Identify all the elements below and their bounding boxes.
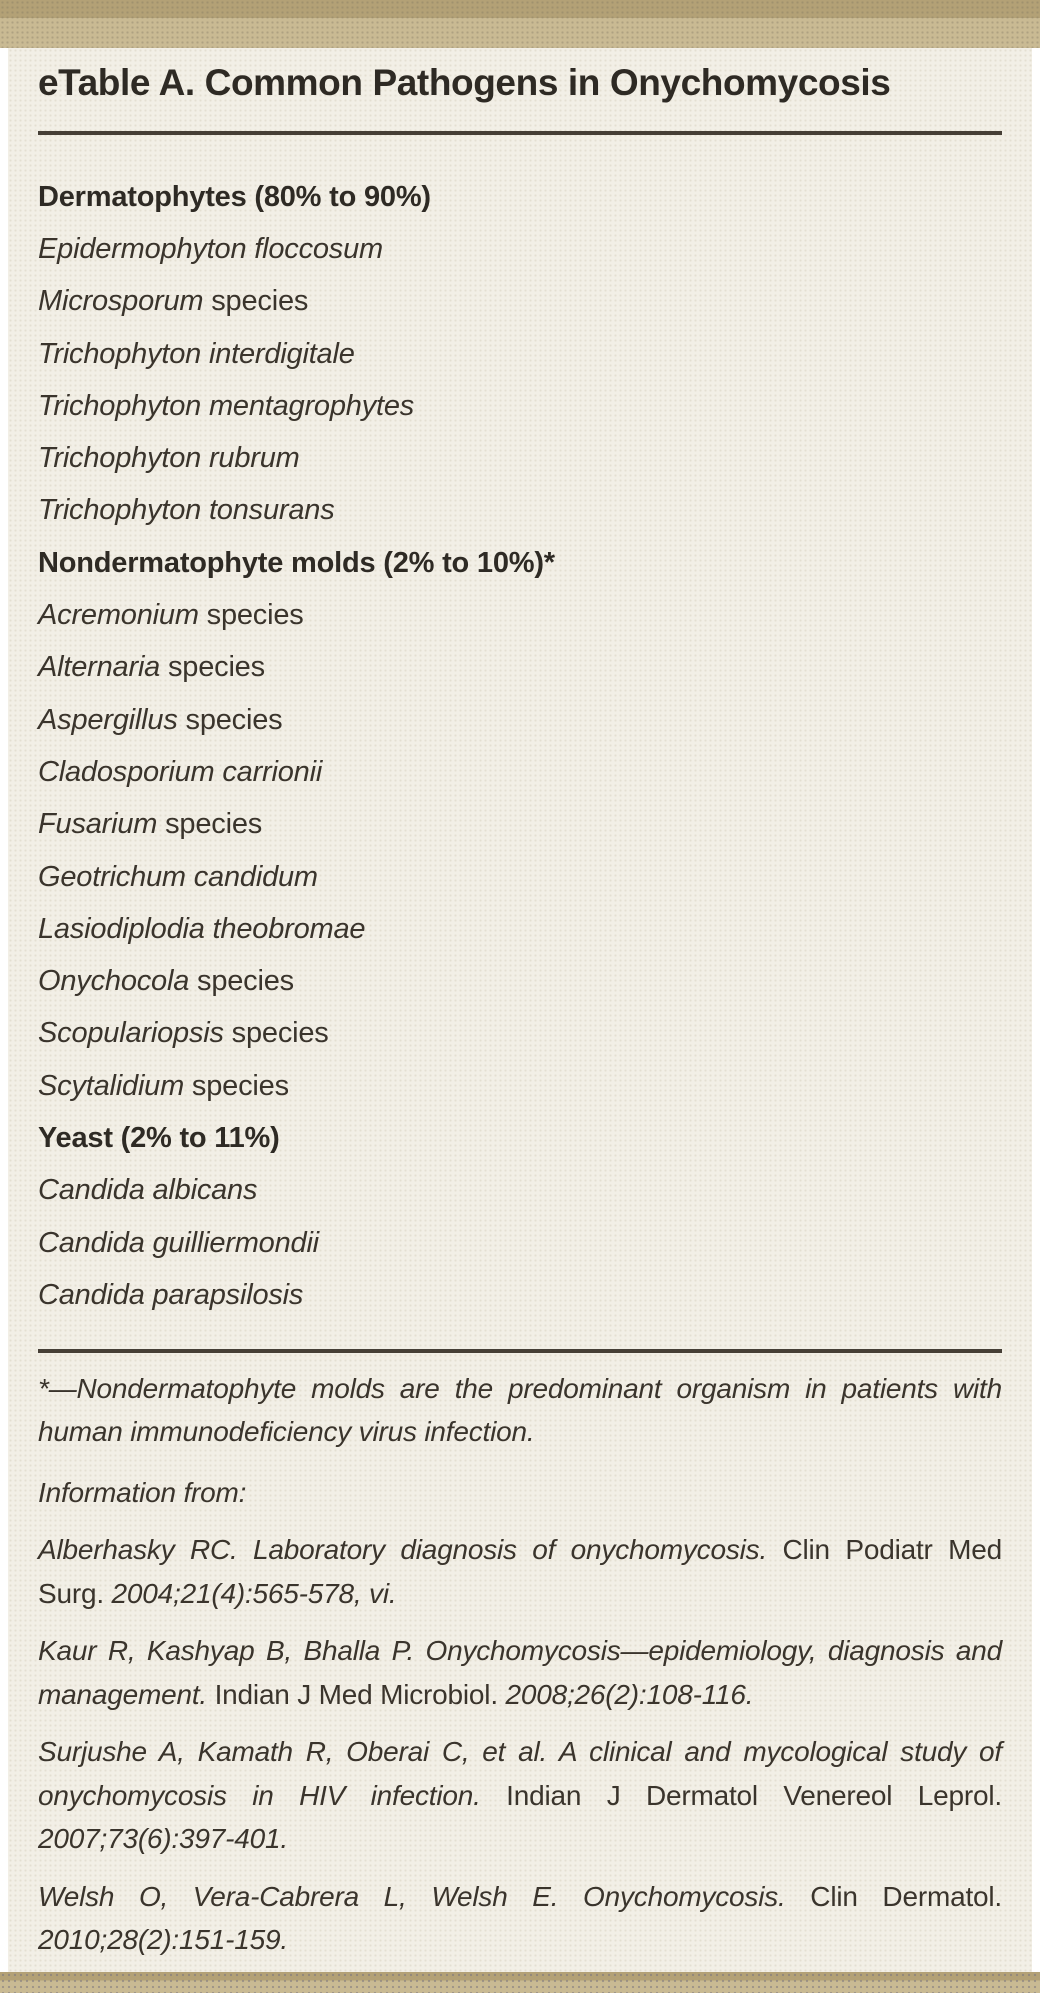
text-segment: Alternaria [38,651,161,684]
text-segment: Trichophyton interdigitale [38,337,355,370]
text-segment: Clin Dermatol. [785,1880,1002,1912]
text-segment: species [189,965,294,998]
text-segment: species [160,651,265,684]
pathogen-row [38,851,1002,903]
text-segment: Lasiodiplodia theobromae [38,912,366,945]
text-segment: Aspergillus [38,703,178,736]
text-segment: Yeast (2% to 11%) [38,1121,280,1154]
pathogen-row [38,1008,1002,1060]
bottom-accent-bar [0,1972,1040,1993]
text-segment: Epidermophyton floccosum [38,232,383,265]
bottom-rule [38,1349,1002,1353]
text-segment: Trichophyton rubrum [38,442,300,475]
text-segment: Acremonium [38,599,199,632]
section-header-row [38,171,1002,223]
pathogen-row [38,276,1002,328]
text-segment: species [223,1017,329,1050]
text-segment: Scytalidium [38,1069,185,1102]
pathogen-row [38,746,1002,798]
asterisk-footnote: *—Nondermatophyte molds are the predominant organism in patients with human immunodeficiency virus infection. [38,1372,1002,1448]
pathogen-row [38,955,1002,1007]
text-segment: Candida albicans [38,1174,258,1207]
top-rule [38,131,1002,135]
reference-item [38,1528,1002,1615]
text-segment: 2004;21(4):565-578, vi. [111,1577,397,1609]
text-segment: Nondermatophyte molds (2% to 10%)* [38,546,555,579]
text-segment: Microsporum [38,285,204,318]
text-segment: Cladosporium carrionii [38,755,323,788]
pathogen-row [38,432,1002,484]
pathogen-row [38,328,1002,380]
text-segment: species [157,808,263,841]
section-header-row [38,537,1002,589]
footnote-block [38,1367,1002,1962]
reference-item [38,1875,1002,1962]
text-segment: Dermatophytes (80% to 90%) [38,180,431,213]
text-segment: Kaur R, Kashyap B, Bhalla P. Onychomycosis—epidemiology, diagnosis and management. [38,1635,1002,1710]
text-segment: Trichophyton mentagrophytes [38,389,415,422]
reference-item [38,1629,1002,1716]
text-segment: Geotrichum candidum [38,860,318,893]
pathogen-list [38,171,1002,1322]
text-segment: species [203,285,309,318]
text-segment: Indian J Med Microbiol. [207,1678,506,1710]
text-segment: Indian J Dermatol Venereol Leprol. [480,1779,1002,1811]
text-segment: Surjushe A, Kamath R, Oberai C, et al. A clinical and mycological study of onychomycosis in HIV infection. [38,1736,1002,1811]
text-segment: Fusarium [38,808,158,841]
pathogen-row [38,1060,1002,1112]
pathogen-row [38,903,1002,955]
pathogen-row [38,589,1002,641]
text-segment: Clin Podiatr Med Surg. [38,1534,1002,1609]
text-segment: Alberhasky RC. Laboratory diagnosis of onychomycosis. [38,1534,768,1566]
information-from-label: Information from: [38,1476,247,1508]
text-segment: Welsh O, Vera-Cabrera L, Welsh E. Onychomycosis. [38,1880,786,1912]
text-segment: Candida guilliermondii [38,1226,319,1259]
text-segment: species [198,599,304,632]
text-segment: Trichophyton tonsurans [38,494,335,527]
pathogen-row [38,380,1002,432]
etable-panel [8,48,1032,1972]
text-segment: 2010;28(2):151-159. [38,1924,288,1956]
pathogen-row [38,694,1002,746]
reference-list [38,1528,1002,1962]
section-header-row [38,1112,1002,1164]
text-segment: species [177,703,283,736]
reference-item [38,1730,1002,1861]
text-segment: species [184,1069,289,1102]
pathogen-row [38,799,1002,851]
text-segment: 2008;26(2):108-116. [505,1678,754,1710]
pathogen-row [38,223,1002,275]
text-segment: Onychocola [38,965,190,998]
table-title: eTable A. Common Pathogens in Onychomycosis [38,62,891,103]
text-segment: Candida parapsilosis [38,1278,304,1311]
top-accent-bar [0,0,1040,48]
pathogen-row [38,485,1002,537]
pathogen-row [38,1165,1002,1217]
text-segment: Scopulariopsis [38,1017,224,1050]
pathogen-row [38,642,1002,694]
pathogen-row [38,1269,1002,1321]
text-segment: 2007;73(6):397-401. [38,1823,288,1855]
pathogen-row [38,1217,1002,1269]
